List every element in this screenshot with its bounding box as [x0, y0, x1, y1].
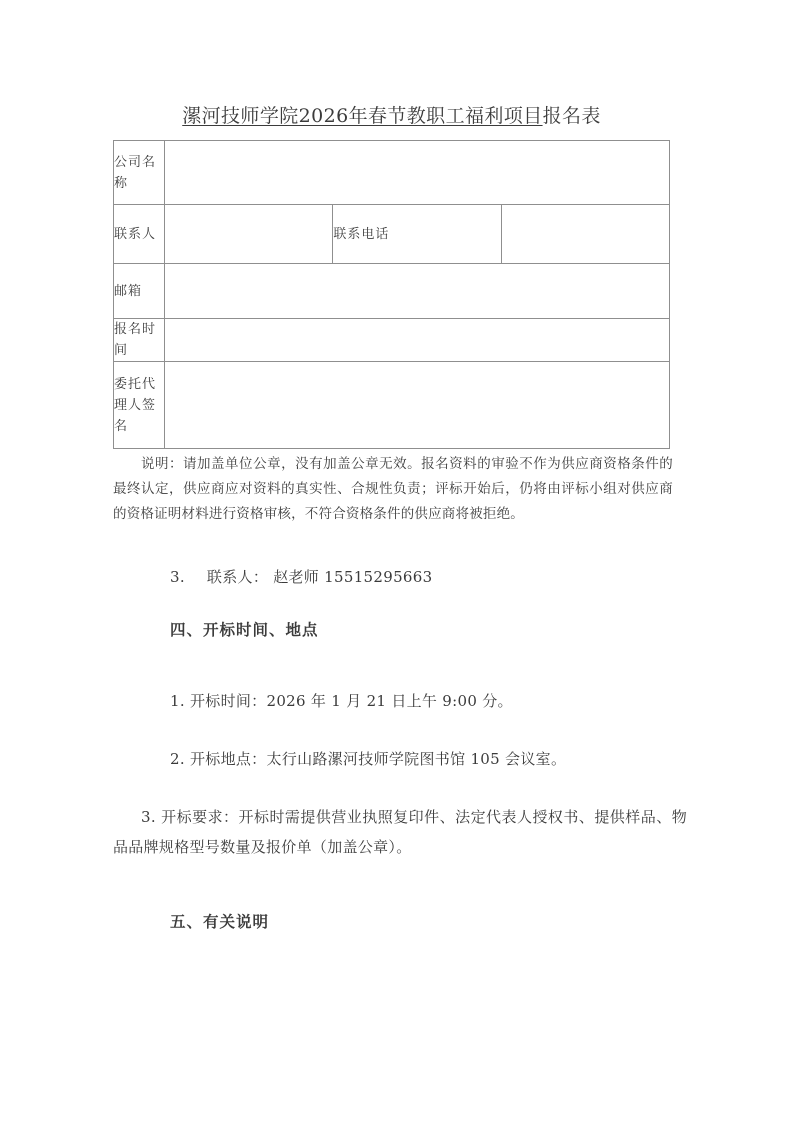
- field-company-name[interactable]: [165, 141, 670, 205]
- field-agent-signature[interactable]: [165, 362, 670, 449]
- contact-line-number: 3.: [170, 568, 185, 586]
- page-title-underlined: 漯河技师学院2026年春节教职工福利项目: [182, 105, 543, 127]
- field-email[interactable]: [165, 264, 670, 319]
- field-contact-phone[interactable]: [501, 205, 669, 264]
- contact-line-text: 联系人： 赵老师 15515295663: [206, 568, 433, 586]
- section-four-item-1: 1. 开标时间：2026 年 1 月 21 日上午 9:00 分。: [170, 692, 513, 710]
- label-contact-person: 联系人: [114, 205, 165, 264]
- table-row: [114, 141, 670, 205]
- label-company-name: 公司名称: [114, 141, 165, 205]
- label-agent-signature: 委托代理人签名: [114, 362, 165, 449]
- table-row: [114, 319, 670, 362]
- form-note-text: 说明：请加盖单位公章，没有加盖公章无效。报名资料的审验不作为供应商资格条件的最终认定，供应商应对资料的真实性、合规性负责；评标开始后，仍将由评标小组对供应商的资格证明材料进行资格审核，不符合资格条件的供应商将被拒绝。: [113, 456, 673, 522]
- page-title-plain: 报名表: [542, 105, 601, 127]
- label-registration-time: 报名时间: [114, 319, 165, 362]
- field-registration-time[interactable]: [165, 319, 670, 362]
- table-row: [114, 205, 670, 264]
- contact-line: [170, 562, 670, 592]
- table-row: [114, 264, 670, 319]
- section-four-item-3: 3. 开标要求：开标时需提供营业执照复印件、法定代表人授权书、提供样品、物品品牌规格型号数量及报价单（加盖公章）。: [113, 808, 687, 856]
- page-title: [113, 101, 670, 128]
- registration-form-table: [113, 140, 670, 449]
- section-five-heading: 五、有关说明: [170, 912, 270, 931]
- table-row: [114, 362, 670, 449]
- section-four-heading: 四、开标时间、地点: [170, 620, 319, 639]
- label-email: 邮箱: [114, 264, 165, 319]
- section-four-item-2: 2. 开标地点：太行山路漯河技师学院图书馆 105 会议室。: [170, 750, 567, 768]
- field-contact-person[interactable]: [165, 205, 333, 264]
- label-contact-phone: 联系电话: [333, 205, 501, 264]
